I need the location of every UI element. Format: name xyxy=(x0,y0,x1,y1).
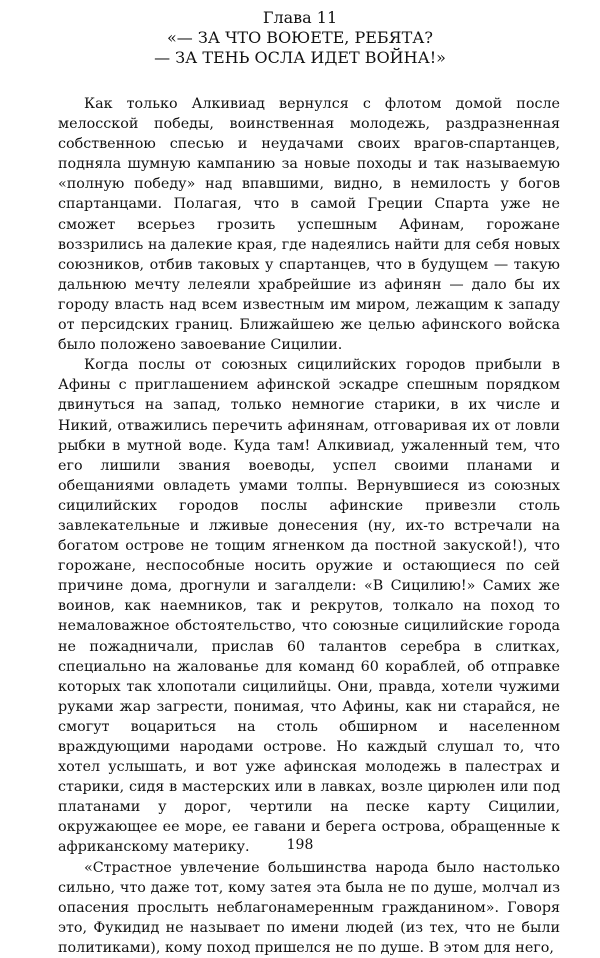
chapter-title-line-2: — ЗА ТЕНЬ ОСЛА ИДЕТ ВОЙНА!» xyxy=(154,48,446,67)
paragraph-1: Как только Алкивиад вернулся с флотом домой после мелосской победы, воинственная молодежь, раздразненная собственною спесью и неудачами своих врагов-спартанцев, подняла шумную кампанию за новые походы и так называемую «полную победу» над впавшими, видно, в немилость у богов спартанцами. Полагая, что в самой Греции Спарта уже не сможет всерьез грозить успешным Афинам, горожане воззрились на далекие края, где надеялись найти для себя новых союзников, отбив таковых у спартанцев, что в будущем — такую дальнюю мечту лелеяли храбрейшие из афинян — дало бы их городу власть над всем известным им миром, лежащим к западу от персидских границ. Ближайшею же целью афинского войска было положено завоевание Сицилии. xyxy=(58,96,560,354)
page-number: 198 xyxy=(286,837,314,853)
chapter-number: Глава 11 xyxy=(262,8,338,27)
chapter-title-line-1: «— ЗА ЧТО ВОЮЕТЕ, РЕБЯТА? xyxy=(167,28,433,47)
paragraph-3: «Страстное увлечение большинства народа было настолько сильно, что даже тот, кому затея эта была не по душе, молчал из опасения прослыть неблагонамеренным гражданином». Говоря это, Фукидид не называет по имени людей (из тех, что не были политиками), кому поход пришелся не по душе. В этом для него, xyxy=(58,859,560,956)
paragraph-2: Когда послы от союзных сицилийских городов прибыли в Афины с приглашением афинской эскадре спешным порядком двинуться на запад, только немногие старики, в их числе и Никий, отважились перечить афинянам, отговаривая их от ловли рыбки в мутной воде. Куда там! Алкивиад, ужаленный тем, что его лишили звания воеводы, успел своими планами и обещаниями овладеть умами толпы. Вернувшиеся из союзных сицилийских городов послы афинские привезли столь завлекательные и лживые донесения (ну, их-то встречали на богатом острове не тощим ягненком да постной закуской!), что горожане, неспособные носить оружие и остающиеся по сей причине дома, дрогнули и загалдели: «В Сицилию!» Самих же воинов, как наемников, так и рекрутов, толкало на поход то немаловажное обстоятельство, что союзные сицилийские города не пожадничали, прислав 60 талантов серебра в слитках, специально на жалованье для команд 60 кораблей, об отправке которых так хлопотали сицилийцы. Они, правда, хотели чужими руками жар загрести, понимая, что Афины, как ни старайся, не смогут воцариться на столь обширном и населенном враждующими народами острове. Но каждый слушал то, что хотел услышать, и вот уже афинская молодежь в палестрах и старики, сидя в мастерских или в лавках, возле цирюлен или под платанами у дорог, чертили на песке карту Сицилии, окружающее ее море, ее гавани и берега острова, обращенные к африканскому материку. xyxy=(58,357,560,856)
chapter-body xyxy=(58,94,560,958)
chapter-heading xyxy=(0,8,600,68)
